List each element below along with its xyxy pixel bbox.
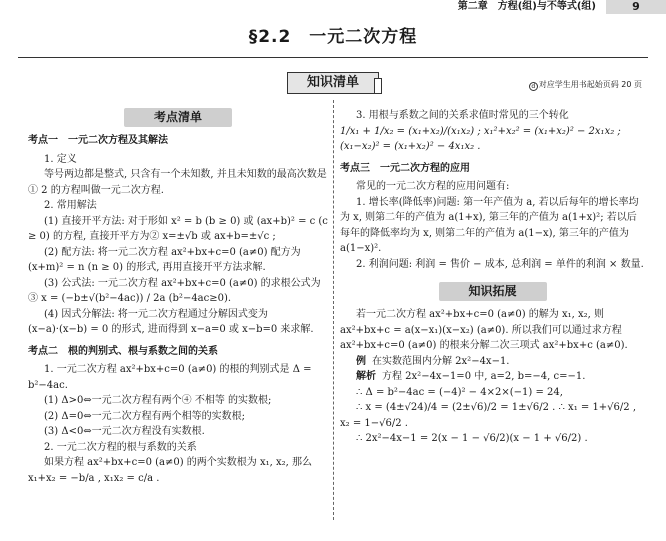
point3-heading xyxy=(340,161,645,177)
method-factoring: (4) 因式分解法: 将一元二次方程通过分解因式变为 (x−a)·(x−b) = 0 的形式, 进而得到 x−a=0 或 x−b=0 来求解. xyxy=(28,308,314,335)
notepad-icon xyxy=(374,78,382,94)
point3-label: 考点三 xyxy=(340,162,370,174)
discriminant-heading: 1. 一元二次方程 ax²+bx+c=0 (a≠0) 的根的判别式是 Δ = b²−4ac. xyxy=(28,364,312,391)
transform-heading: 3. 用根与系数之间的关系求值时常见的三个转化 xyxy=(356,110,569,121)
point1-label: 考点一 xyxy=(28,135,58,146)
method-completing-square: (2) 配方法: 将一元二次方程 ax²+bx+c=0 (a≠0) 配方为 (x+m)² = n (n ≥ 0) 的形式, 再用直接开平方法求解. xyxy=(28,246,301,273)
point2-title: 根的判别式、根与系数之间的关系 xyxy=(68,345,218,357)
definition-text: 等号两边都是整式, 只含有一个未知数, 并且未知数的最高次数是① 2 的方程叫做一元二次方程. xyxy=(28,169,327,196)
knowledge-banner: 知识清单 xyxy=(287,72,379,94)
extension-banner: 知识拓展 xyxy=(439,282,547,301)
page-header xyxy=(0,0,666,14)
example-text: 在实数范围内分解 2x²−4x−1. xyxy=(372,355,510,367)
solution-line-1 xyxy=(340,369,645,385)
page-number: 9 xyxy=(606,0,666,14)
solution-label: 解析 xyxy=(356,371,376,382)
point3-title: 一元二次方程的应用 xyxy=(380,162,470,174)
reference-note xyxy=(529,79,642,91)
definition-heading: 1. 定义 xyxy=(44,153,77,165)
example-line xyxy=(340,354,645,370)
extension-text: 若一元二次方程 ax²+bx+c=0 (a≠0) 的解为 x₁, x₂, 则 ax²+bx+c = a(x−x₁)(x−x₂) (a≠0). 所以我们可以通过求方程 ax²+bx+c=0 (a≠0) 的根来分解二次三项式 ax²+bx+c (a≠0). xyxy=(340,309,628,351)
column-divider xyxy=(333,100,334,520)
profit-problem: 2. 利润问题: 利润 = 售价 − 成本, 总利润 = 单件的利润 × 数量. xyxy=(356,258,644,270)
chapter-title: 第二章 方程(组)与不等式(组) xyxy=(457,1,596,12)
title-divider xyxy=(18,57,648,58)
discriminant-case-positive: (1) Δ>0⇔一元二次方程有两个④ 不相等 的实数根; xyxy=(44,395,272,406)
solution-step-2: ∴ Δ = b²−4ac = (−4)² − 4×2×(−1) = 24, xyxy=(356,386,563,398)
book-ref-icon: d xyxy=(529,82,538,91)
example-label: 例 xyxy=(356,355,366,367)
solution-step-1: 方程 2x²−4x−1=0 中, a=2, b=−4, c=−1. xyxy=(382,371,586,382)
discriminant-case-zero: (2) Δ=0⇔一元二次方程有两个相等的实数根; xyxy=(44,410,246,422)
left-column xyxy=(28,108,328,486)
growth-rate-problem: 1. 增长率(降低率)问题: 第一年产值为 a, 若以后每年的增长率均为 x, 则第二年的产值为 a(1+x), 第三年的产值为 a(1+x)²; 若以后每年的降低率均为 x, 则第二年的产值为 a(1−x), 第三年的产值为 a(1−x)². xyxy=(340,196,639,254)
reference-note-text: 对应学生用书起始页码 20 页 xyxy=(538,80,642,89)
vieta-heading: 2. 一元二次方程的根与系数的关系 xyxy=(44,441,197,453)
point1-heading xyxy=(28,133,328,149)
transform-formulas: 1/x₁ + 1/x₂ = (x₁+x₂)/(x₁x₂) ; x₁²+x₂² = (x₁+x₂)² − 2x₁x₂ ; (x₁−x₂)² = (x₁+x₂)² − 4x₁x₂ . xyxy=(340,125,621,152)
right-column xyxy=(340,108,645,447)
application-intro: 常见的一元二次方程的应用问题有: xyxy=(356,181,510,192)
section-title: §2.2 一元二次方程 xyxy=(248,27,418,47)
point2-heading xyxy=(28,344,328,360)
point2-label: 考点二 xyxy=(28,345,58,357)
method-square-root: (1) 直接开平方法: 对于形如 x² = b (b ≥ 0) 或 (ax+b)² = c (c ≥ 0) 的方程, 直接开平方为② x=±√b 或 ax+b=±√c ; xyxy=(28,215,328,242)
solution-step-4: ∴ 2x²−4x−1 = 2(x − 1 − √6/2)(x − 1 + √6/2) . xyxy=(356,433,588,444)
kaodian-banner: 考点清单 xyxy=(124,108,232,127)
method-formula: (3) 公式法: 一元二次方程 ax²+bx+c=0 (a≠0) 的求根公式为③ x = (−b±√(b²−4ac)) / 2a (b²−4ac≥0). xyxy=(28,277,321,304)
discriminant-case-negative: (3) Δ<0⇔一元二次方程没有实数根. xyxy=(44,426,205,437)
vieta-text: 如果方程 ax²+bx+c=0 (a≠0) 的两个实数根为 x₁, x₂, 那么 x₁+x₂ = −b/a , x₁x₂ = c/a . xyxy=(28,457,312,484)
methods-heading: 2. 常用解法 xyxy=(44,200,97,211)
point1-title: 一元二次方程及其解法 xyxy=(68,135,168,146)
solution-step-3: ∴ x = (4±√24)/4 = (2±√6)/2 = 1±√6/2 . ∴ x₁ = 1+√6/2 , x₂ = 1−√6/2 . xyxy=(340,402,637,429)
